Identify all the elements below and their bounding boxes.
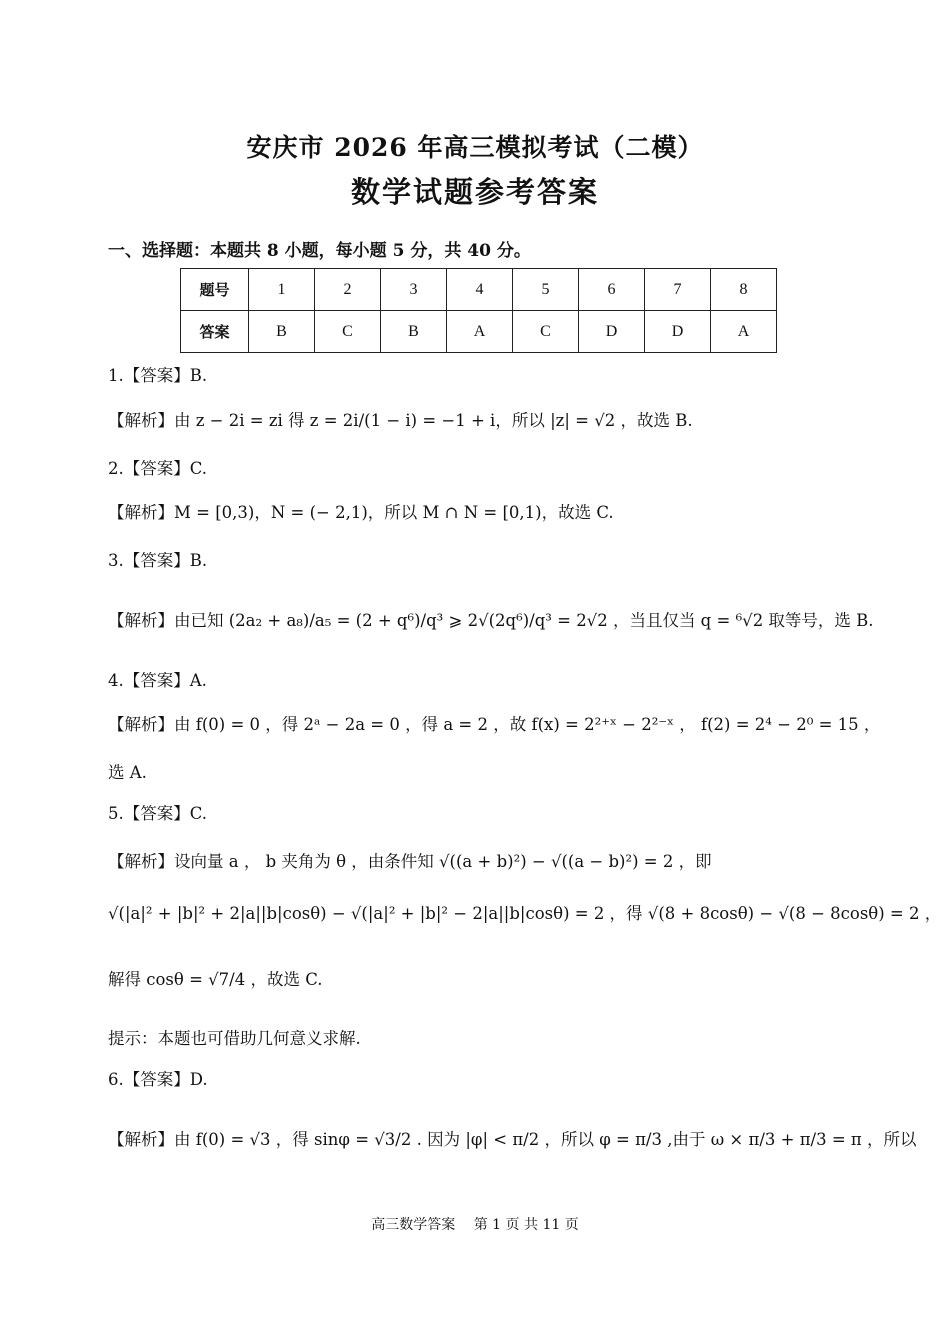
- q6-analysis: 【解析】由 f(0) = √3 ，得 sinφ = √3/2 . 因为 |φ| < π/2 ，所以 φ = π/3 ,由于 ω × π/3 + π/3 = π ，所以: [108, 1130, 917, 1149]
- q6-answer: 6.【答案】D.: [108, 1070, 208, 1089]
- q5-answer: 5.【答案】C.: [108, 804, 208, 823]
- table-cell: 5: [513, 269, 579, 311]
- table-cell: 6: [579, 269, 645, 311]
- q2-analysis: 【解析】M = [0,3)，N = (− 2,1)，所以 M ∩ N = [0,1)，故选 C.: [108, 503, 614, 522]
- q4-analysis-cont: 选 A.: [108, 763, 147, 782]
- row-label-number: 题号: [181, 269, 249, 311]
- table-cell: B: [249, 311, 315, 353]
- table-cell: C: [513, 311, 579, 353]
- q3-answer: 3.【答案】B.: [108, 551, 208, 570]
- table-cell: D: [645, 311, 711, 353]
- table-cell: A: [447, 311, 513, 353]
- page-subtitle: 数学试题参考答案: [350, 175, 599, 209]
- q1-analysis: 【解析】由 z − 2i = zi 得 z = 2i/(1 − i) = −1 + i，所以 |z| = √2 ，故选 B.: [108, 411, 693, 430]
- q1-answer: 1.【答案】B.: [108, 366, 208, 385]
- table-cell: 8: [711, 269, 777, 311]
- q5-analysis-cont2: 解得 cosθ = √7/4 ，故选 C.: [108, 970, 323, 989]
- table-cell: C: [315, 311, 381, 353]
- answer-table: [180, 268, 777, 353]
- page-footer: 高三数学答案 第 1 页 共 11 页: [371, 1217, 579, 1233]
- q5-analysis: 【解析】设向量 a ， b 夹角为 θ ，由条件知 √((a + b)²) − √((a − b)²) = 2 ，即: [108, 852, 712, 871]
- table-cell: 7: [645, 269, 711, 311]
- q2-answer: 2.【答案】C.: [108, 459, 208, 478]
- q4-analysis: 【解析】由 f(0) = 0 ，得 2ᵃ − 2a = 0 ，得 a = 2 ，故 f(x) = 2²⁺ˣ − 2²⁻ˣ ， f(2) = 2⁴ − 2⁰ = 15 ，: [108, 715, 881, 734]
- table-cell: 1: [249, 269, 315, 311]
- page-title: 安庆市 2026 年高三模拟考试（二模）: [246, 133, 704, 162]
- section-heading: 一、选择题：本题共 8 小题，每小题 5 分，共 40 分。: [108, 241, 531, 261]
- table-cell: B: [381, 311, 447, 353]
- q5-hint: 提示：本题也可借助几何意义求解.: [108, 1029, 361, 1048]
- table-cell: D: [579, 311, 645, 353]
- table-cell: 2: [315, 269, 381, 311]
- table-cell: 3: [381, 269, 447, 311]
- table-cell: A: [711, 311, 777, 353]
- q3-analysis: 【解析】由已知 (2a₂ + a₈)/a₅ = (2 + q⁶)/q³ ⩾ 2√(2q⁶)/q³ = 2√2 ，当且仅当 q = ⁶√2 取等号，选 B.: [108, 611, 874, 630]
- q5-analysis-cont: √(|a|² + |b|² + 2|a||b|cosθ) − √(|a|² + |b|² − 2|a||b|cosθ) = 2 ，得 √(8 + 8cosθ) − √(8 − 8cosθ) = 2 ，: [108, 904, 942, 923]
- table-row-answers: [181, 311, 777, 353]
- row-label-answer: 答案: [181, 311, 249, 353]
- table-cell: 4: [447, 269, 513, 311]
- table-row-numbers: [181, 269, 777, 311]
- q4-answer: 4.【答案】A.: [108, 671, 207, 690]
